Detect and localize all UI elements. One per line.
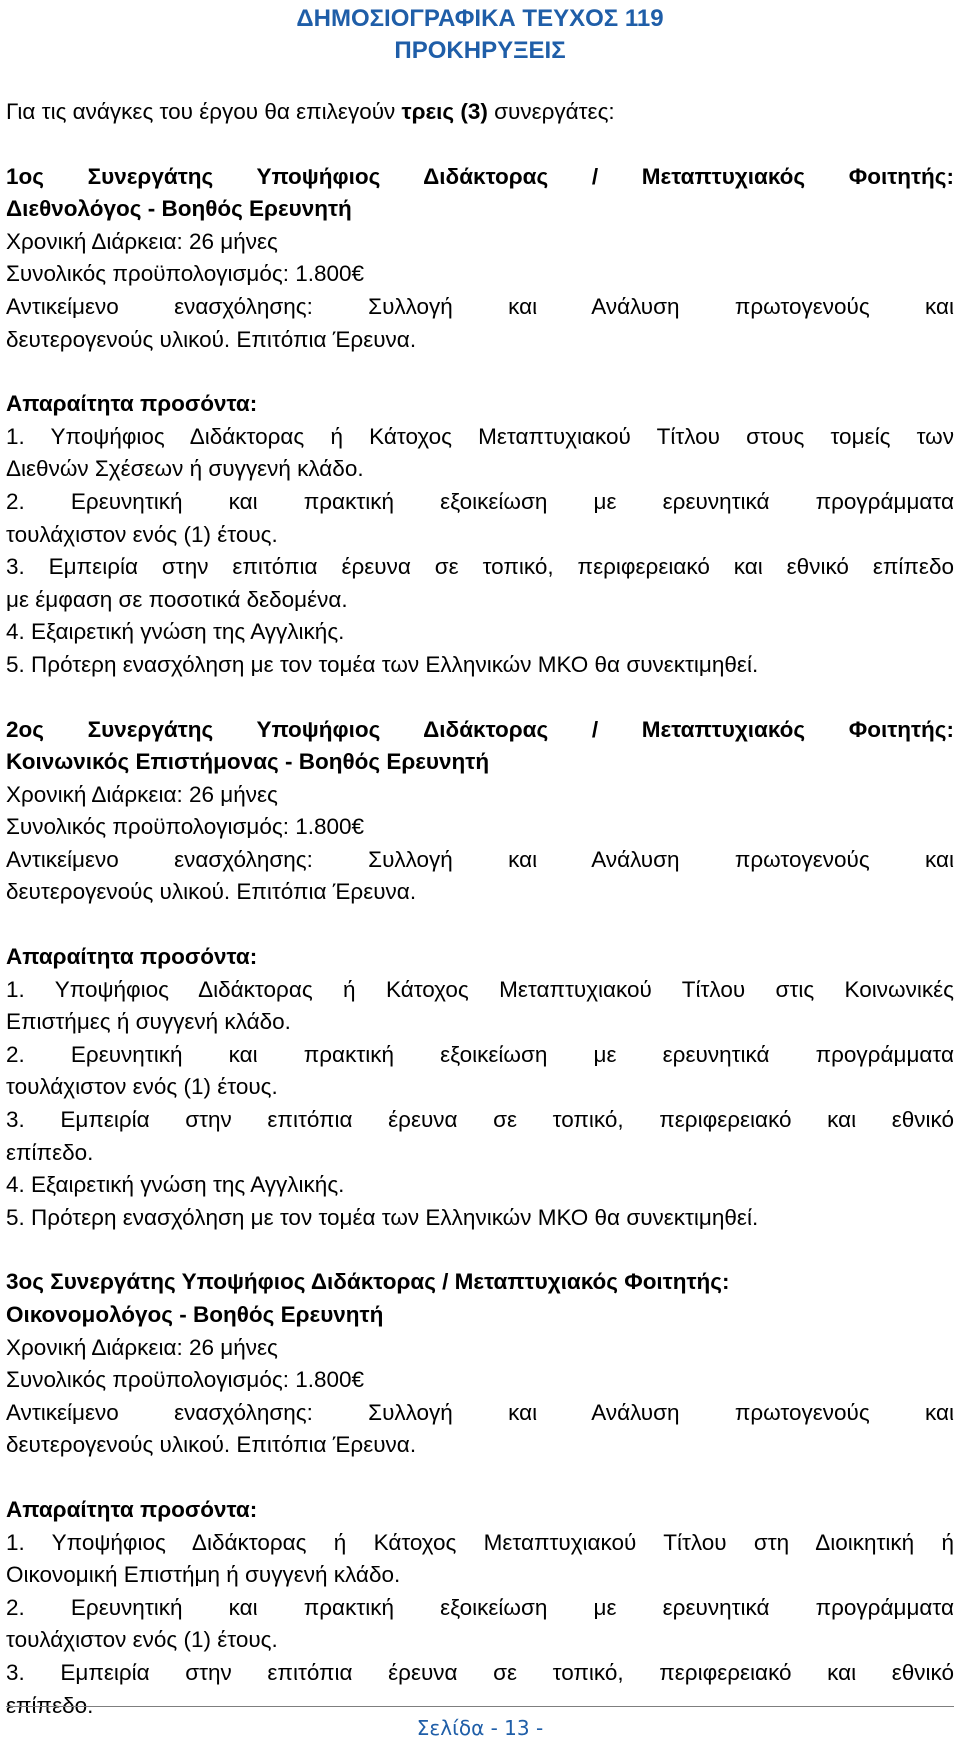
- requirement-1-cont: Επιστήμες ή συγγενή κλάδο.: [6, 1009, 291, 1035]
- page-number: Σελίδα - 13 -: [416, 1716, 544, 1740]
- budget: Συνολικός προϋπολογισμός: 1.800€: [6, 261, 365, 287]
- budget: Συνολικός προϋπολογισμός: 1.800€: [6, 1367, 365, 1393]
- object-line-cont: δευτερογενούς υλικού. Επιτόπια Έρευνα.: [6, 879, 417, 905]
- section-heading-cont: Οικονομολόγος - Βοηθός Ερευνητή: [6, 1302, 384, 1327]
- duration: Χρονική Διάρκεια: 26 μήνες: [6, 781, 278, 807]
- section-3: [6, 1266, 954, 1722]
- requirement-5: 5. Πρότερη ενασχόληση με τον τομέα των Ελληνικών ΜΚΟ θα συνεκτιμηθεί.: [6, 651, 759, 677]
- object-line-cont: δευτερογενούς υλικού. Επιτόπια Έρευνα.: [6, 1432, 417, 1458]
- document-body: [6, 96, 954, 1722]
- requirement-2-cont: τουλάχιστον ενός (1) έτους.: [6, 1074, 278, 1100]
- object-line: Αντικείμενο ενασχόλησης: Συλλογή και Ανάλυση πρωτογενούς και: [6, 846, 954, 872]
- requirement-2: 2. Ερευνητική και πρακτική εξοικείωση με ερευνητικά προγράμματα: [6, 1594, 954, 1620]
- requirement-3: 3. Εμπειρία στην επιτόπια έρευνα σε τοπικό, περιφερειακό και εθνικό: [6, 1107, 954, 1133]
- requirement-1-cont: Διεθνών Σχέσεων ή συγγενή κλάδο.: [6, 456, 364, 482]
- requirement-2: 2. Ερευνητική και πρακτική εξοικείωση με ερευνητικά προγράμματα: [6, 488, 954, 514]
- requirement-1: 1. Υποψήφιος Διδάκτορας ή Κάτοχος Μεταπτυχιακού Τίτλου στις Κοινωνικές: [6, 976, 954, 1002]
- requirement-1: 1. Υποψήφιος Διδάκτορας ή Κάτοχος Μεταπτυχιακού Τίτλου στους τομείς των: [6, 423, 954, 449]
- section-1: [6, 161, 954, 682]
- header-subtitle: ΠΡΟΚΗΡΥΞΕΙΣ: [394, 37, 566, 64]
- requirement-2: 2. Ερευνητική και πρακτική εξοικείωση με ερευνητικά προγράμματα: [6, 1041, 954, 1067]
- section-heading-cont: Κοινωνικός Επιστήμονας - Βοηθός Ερευνητή: [6, 749, 490, 775]
- intro-text-end: συνεργάτες:: [487, 99, 615, 124]
- requirement-1-cont: Οικονομική Επιστήμη ή συγγενή κλάδο.: [6, 1562, 401, 1588]
- requirement-2-cont: τουλάχιστον ενός (1) έτους.: [6, 521, 278, 547]
- requirement-3-cont: με έμφαση σε ποσοτικά δεδομένα.: [6, 586, 348, 612]
- requirement-3-cont: επίπεδο.: [6, 1139, 94, 1165]
- intro-text: Για τις ανάγκες του έργου θα επιλεγούν: [6, 99, 402, 124]
- object-line: Αντικείμενο ενασχόλησης: Συλλογή και Ανάλυση πρωτογενούς και: [6, 1399, 954, 1425]
- requirements-title: Απαραίτητα προσόντα:: [6, 391, 258, 417]
- header-title: ΔΗΜΟΣΙΟΓΡΑΦΙΚΑ ΤΕΥΧΟΣ 119: [296, 5, 664, 32]
- requirement-5: 5. Πρότερη ενασχόληση με τον τομέα των Ελληνικών ΜΚΟ θα συνεκτιμηθεί.: [6, 1204, 759, 1230]
- duration: Χρονική Διάρκεια: 26 μήνες: [6, 1334, 278, 1360]
- duration: Χρονική Διάρκεια: 26 μήνες: [6, 228, 278, 254]
- section-2: [6, 714, 954, 1235]
- budget: Συνολικός προϋπολογισμός: 1.800€: [6, 814, 365, 840]
- intro-bold: τρεις (3): [401, 99, 488, 124]
- page-footer: [6, 1706, 954, 1743]
- requirements-title: Απαραίτητα προσόντα:: [6, 944, 258, 970]
- intro-paragraph: [6, 96, 954, 129]
- requirements-title: Απαραίτητα προσόντα:: [6, 1496, 258, 1522]
- requirement-2-cont: τουλάχιστον ενός (1) έτους.: [6, 1627, 278, 1653]
- section-heading: 2ος Συνεργάτης Υποψήφιος Διδάκτορας / Μεταπτυχιακός Φοιτητής:: [6, 716, 954, 742]
- requirement-1: 1. Υποψήφιος Διδάκτορας ή Κάτοχος Μεταπτυχιακού Τίτλου στη Διοικητική ή: [6, 1529, 954, 1555]
- page-header: [0, 0, 960, 67]
- requirement-3: 3. Εμπειρία στην επιτόπια έρευνα σε τοπικό, περιφερειακό και εθνικό: [6, 1659, 954, 1685]
- object-line: Αντικείμενο ενασχόλησης: Συλλογή και Ανάλυση πρωτογενούς και: [6, 293, 954, 319]
- requirement-3: 3. Εμπειρία στην επιτόπια έρευνα σε τοπικό, περιφερειακό και εθνικό επίπεδο: [6, 554, 954, 580]
- requirement-4: 4. Εξαιρετική γνώση της Αγγλικής.: [6, 619, 345, 645]
- object-line-cont: δευτερογενούς υλικού. Επιτόπια Έρευνα.: [6, 326, 417, 352]
- requirement-3-cont: επίπεδο.: [6, 1692, 94, 1718]
- section-heading: 1ος Συνεργάτης Υποψήφιος Διδάκτορας / Μεταπτυχιακός Φοιτητής:: [6, 163, 954, 189]
- section-heading-cont: Διεθνολόγος - Βοηθός Ερευνητή: [6, 196, 352, 222]
- section-heading: 3ος Συνεργάτης Υποψήφιος Διδάκτορας / Μεταπτυχιακός Φοιτητής:: [6, 1269, 730, 1295]
- requirement-4: 4. Εξαιρετική γνώση της Αγγλικής.: [6, 1172, 345, 1198]
